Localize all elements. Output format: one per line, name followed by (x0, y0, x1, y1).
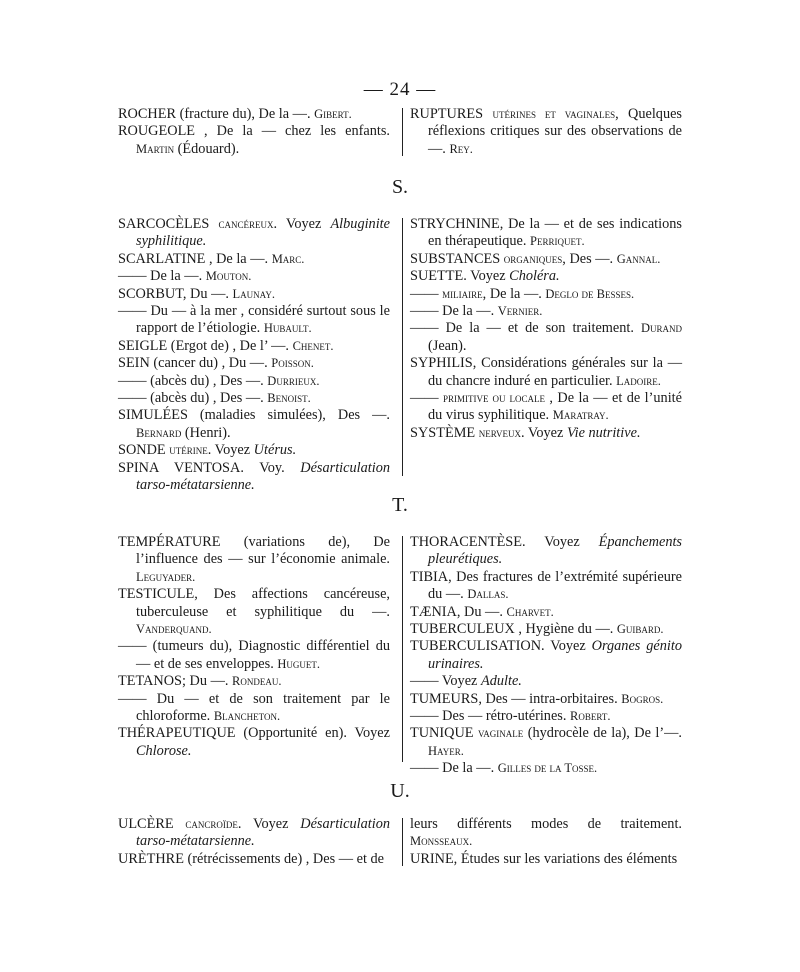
entry-text: , De la — et de l’unité du virus syphilitique. (428, 390, 682, 424)
index-entry (410, 355, 682, 390)
entry-text: THORACENTÈSE. Voyez (410, 534, 599, 550)
entry-text: SARCOCÈLES (118, 216, 219, 232)
entry-author: Marc. (271, 251, 305, 266)
entry-text: . Voyez (521, 424, 567, 441)
section-s-left-column (118, 216, 390, 495)
entry-text: —— De la — et de son traitement. (410, 320, 641, 337)
entry-text: TUBERCULISATION. Voyez (410, 638, 592, 655)
index-entry (118, 268, 390, 285)
entry-author: cancéreux (218, 217, 274, 231)
section-r (118, 106, 682, 158)
entry-text: (Henri). (181, 424, 231, 441)
page-number: — 24 — (363, 79, 437, 100)
entry-author: Monsseaux. (410, 834, 473, 849)
entry-author: Ladoire. (616, 373, 661, 388)
index-entry (410, 251, 682, 268)
entry-author: Launay. (232, 286, 275, 301)
index-entry (410, 425, 682, 442)
index-entry (410, 708, 682, 725)
section-t-left-column (118, 534, 390, 760)
entry-author: Deglo de Besses. (545, 286, 635, 301)
section-s (118, 216, 682, 494)
entry-text: —— (tumeurs du), Diagnostic différentiel du — et de ses enveloppes. (118, 638, 390, 672)
entry-author: Benoist. (267, 391, 311, 406)
entry-text: (Jean). (428, 337, 467, 354)
index-entry (118, 851, 390, 868)
column-divider (402, 108, 403, 156)
entry-author: Hayer. (428, 743, 464, 758)
section-letter-s: S. (391, 176, 409, 198)
entry-text: —— (410, 285, 443, 302)
entry-author: Bernard (136, 425, 182, 440)
entry-author: Robert. (570, 709, 611, 724)
index-entry (410, 691, 682, 708)
index-entry (410, 268, 682, 285)
index-entry (118, 355, 390, 372)
entry-author: Gibert. (314, 107, 352, 121)
entry-author: Blancheton. (213, 709, 281, 724)
index-entry (118, 460, 390, 495)
entry-text: —— De la —. (410, 760, 498, 777)
index-entry (118, 816, 390, 851)
index-entry (410, 725, 682, 760)
entry-text: SPINA VENTOSA. Voy. (118, 459, 301, 476)
section-r-right-column (410, 106, 682, 158)
entry-author: Leguyader. (136, 569, 196, 584)
index-entry (410, 638, 682, 673)
entry-text: . Voyez (237, 816, 301, 832)
index-entry (118, 338, 390, 355)
index-entry (410, 216, 682, 251)
entry-author: Durrieux. (267, 373, 320, 388)
entry-text: —— Voyez (410, 673, 481, 690)
entry-text: TEMPÉRATURE (variations de), De l’influence des — sur l’économie animale. (118, 534, 390, 568)
entry-text: ROCHER (fracture du), De la —. (118, 106, 315, 122)
index-entry (118, 725, 390, 760)
index-entry (118, 251, 390, 268)
section-r-left-column (118, 106, 390, 158)
entry-text: STRYCHNINE, De la — et de ses indications en thérapeutique. (410, 216, 682, 250)
entry-text: —— Du — et de son traitement par le chloroforme. (118, 690, 390, 725)
entry-author: primitive ou locale (443, 391, 545, 406)
entry-text: , De la —. (482, 285, 546, 302)
entry-reference: Utérus. (253, 442, 297, 459)
entry-reference: Épanchements pleurétiques. (428, 534, 682, 568)
entry-author: Maratray. (552, 408, 609, 423)
index-entry (410, 851, 682, 868)
section-u (118, 816, 682, 868)
entry-text: TUBERCULEUX , Hygiène du —. (410, 621, 617, 638)
index-entry (410, 106, 682, 158)
section-letter-t: T. (392, 494, 408, 516)
entry-author: Martin (136, 141, 175, 156)
entry-text: SYPHILIS, Considérations générales sur la — du chancre induré en particulier. (410, 355, 682, 389)
entry-text: TESTICULE, Des affections cancéreuse, tuberculeuse et syphilitique du —. (118, 586, 390, 620)
entry-author: utérine (169, 443, 208, 458)
section-s-right-column (410, 216, 682, 442)
entry-reference: Chlorose. (136, 742, 192, 759)
entry-text: TUNIQUE (410, 725, 478, 742)
entry-text: TETANOS; Du —. (118, 673, 233, 690)
entry-text: SIMULÉES (maladies simulées), Des —. (118, 407, 390, 424)
entry-text: . Voyez (273, 216, 331, 232)
entry-author: Rondeau. (232, 674, 282, 689)
entry-text: SUETTE. Voyez (410, 268, 510, 285)
index-entry (118, 638, 390, 673)
entry-text: —— Des — rétro-utérines. (410, 708, 571, 725)
index-entry (118, 123, 390, 158)
entry-text: SYSTÈME (410, 424, 479, 441)
entry-reference: Désarticulation tarso-métatarsienne. (136, 459, 390, 494)
index-entry (118, 106, 390, 123)
entry-text: , Des —. (562, 250, 617, 267)
entry-text: TIBIA, Des fractures de l’extrémité supérieure du —. (410, 568, 682, 603)
entry-text: SCARLATINE , De la —. (118, 250, 272, 267)
entry-author: Durand (640, 321, 682, 336)
entry-reference: Vie nutritive. (566, 424, 641, 441)
entry-author: Vanderquand. (136, 622, 212, 637)
entry-text: TUMEURS, Des — intra-orbitaires. (410, 690, 622, 707)
index-entry (410, 604, 682, 621)
index-entry (118, 390, 390, 407)
entry-text: —— De la —. (118, 268, 206, 285)
index-entry (118, 673, 390, 690)
entry-text: . Voyez (207, 442, 254, 459)
index-entry (118, 373, 390, 390)
entry-text: SCORBUT, Du —. (118, 285, 233, 302)
index-entry (118, 534, 390, 586)
entry-text: —— (abcès du) , Des —. (118, 372, 268, 389)
entry-author: organiques (503, 251, 563, 266)
index-entry (410, 816, 682, 851)
entry-text: ROUGEOLE , De la — chez les enfants. (118, 123, 390, 140)
entry-text: leurs différents modes de traitement. (410, 816, 682, 832)
entry-author: Rey. (449, 141, 473, 156)
entry-author: Charvet. (506, 604, 554, 619)
index-entry (410, 569, 682, 604)
entry-text: (hydrocèle de la), De l’—. (523, 725, 683, 742)
entry-author: Gannal. (616, 251, 661, 266)
entry-reference: Choléra. (509, 268, 560, 285)
entry-text: RUPTURES (410, 106, 493, 122)
entry-author: Vernier. (497, 304, 543, 319)
section-letter-u: U. (390, 780, 410, 802)
entry-text: SUBSTANCES (410, 250, 504, 267)
entry-text: URÈTHRE (rétrécissements de) , Des — et de (118, 850, 385, 867)
entry-text: SONDE (118, 442, 170, 459)
column-divider (402, 818, 403, 866)
index-entry (410, 621, 682, 638)
entry-author: Hubault. (263, 321, 312, 336)
entry-author: Mouton. (205, 269, 252, 284)
entry-author: Gilles de la Tosse. (497, 761, 598, 776)
entry-author: Huguet. (277, 656, 320, 671)
entry-text: THÉRAPEUTIQUE (Opportunité en). Voyez (118, 725, 390, 742)
index-entry (410, 760, 682, 777)
index-entry (410, 286, 682, 303)
entry-author: Perriquet. (530, 234, 585, 249)
index-entry (410, 534, 682, 569)
entry-text: SEIGLE (Ergot de) , De l’ —. (118, 337, 293, 354)
entry-reference: Désarticulation tarso-métatarsienne. (136, 816, 391, 850)
entry-author: nerveux (478, 425, 521, 440)
entry-text: —— De la —. (410, 303, 498, 320)
entry-text: , Quelques réflexions critiques sur des observations de —. (428, 106, 682, 157)
entry-reference: Organes génito urinaires. (428, 638, 682, 672)
entry-author: cancroïde (185, 817, 238, 831)
index-entry (410, 320, 682, 355)
index-entry (118, 442, 390, 459)
index-entry (118, 303, 390, 338)
section-t (118, 534, 683, 777)
entry-text: TÆNIA, Du —. (410, 603, 507, 620)
entry-text: —— (410, 390, 444, 407)
entry-text: —— (abcès du) , Des —. (118, 390, 268, 407)
index-entry (410, 673, 682, 690)
column-divider (402, 218, 403, 476)
index-entry (118, 407, 390, 442)
entry-text: URINE, Études sur les variations des éléments (410, 850, 678, 867)
entry-text: —— Du — à la mer , considéré surtout sous le rapport de l’étiologie. (118, 303, 390, 337)
index-entry (410, 303, 682, 320)
entry-author: Chenet. (292, 338, 334, 353)
entry-text: ULCÈRE (118, 816, 186, 832)
section-u-left-column (118, 816, 390, 868)
column-divider (402, 536, 403, 762)
entry-author: utérines et vaginales (492, 107, 616, 121)
entry-author: Dallas. (467, 587, 509, 602)
section-t-right-column (410, 534, 682, 778)
entry-reference: Adulte. (480, 673, 522, 690)
index-entry (118, 691, 390, 726)
entry-reference: Albuginite syphilitique. (136, 216, 390, 250)
index-entry (118, 586, 390, 638)
entry-author: Bogros. (621, 691, 664, 706)
entry-author: vaginale (477, 726, 524, 741)
entry-author: Guibard. (616, 622, 664, 637)
index-entry (118, 216, 390, 251)
entry-text: SEIN (cancer du) , Du —. (118, 355, 272, 372)
entry-author: Poisson. (271, 356, 314, 371)
index-entry (118, 286, 390, 303)
entry-text: (Édouard). (174, 140, 240, 157)
entry-author: miliaire (442, 286, 483, 301)
section-u-right-column (410, 816, 682, 868)
index-entry (410, 390, 682, 425)
